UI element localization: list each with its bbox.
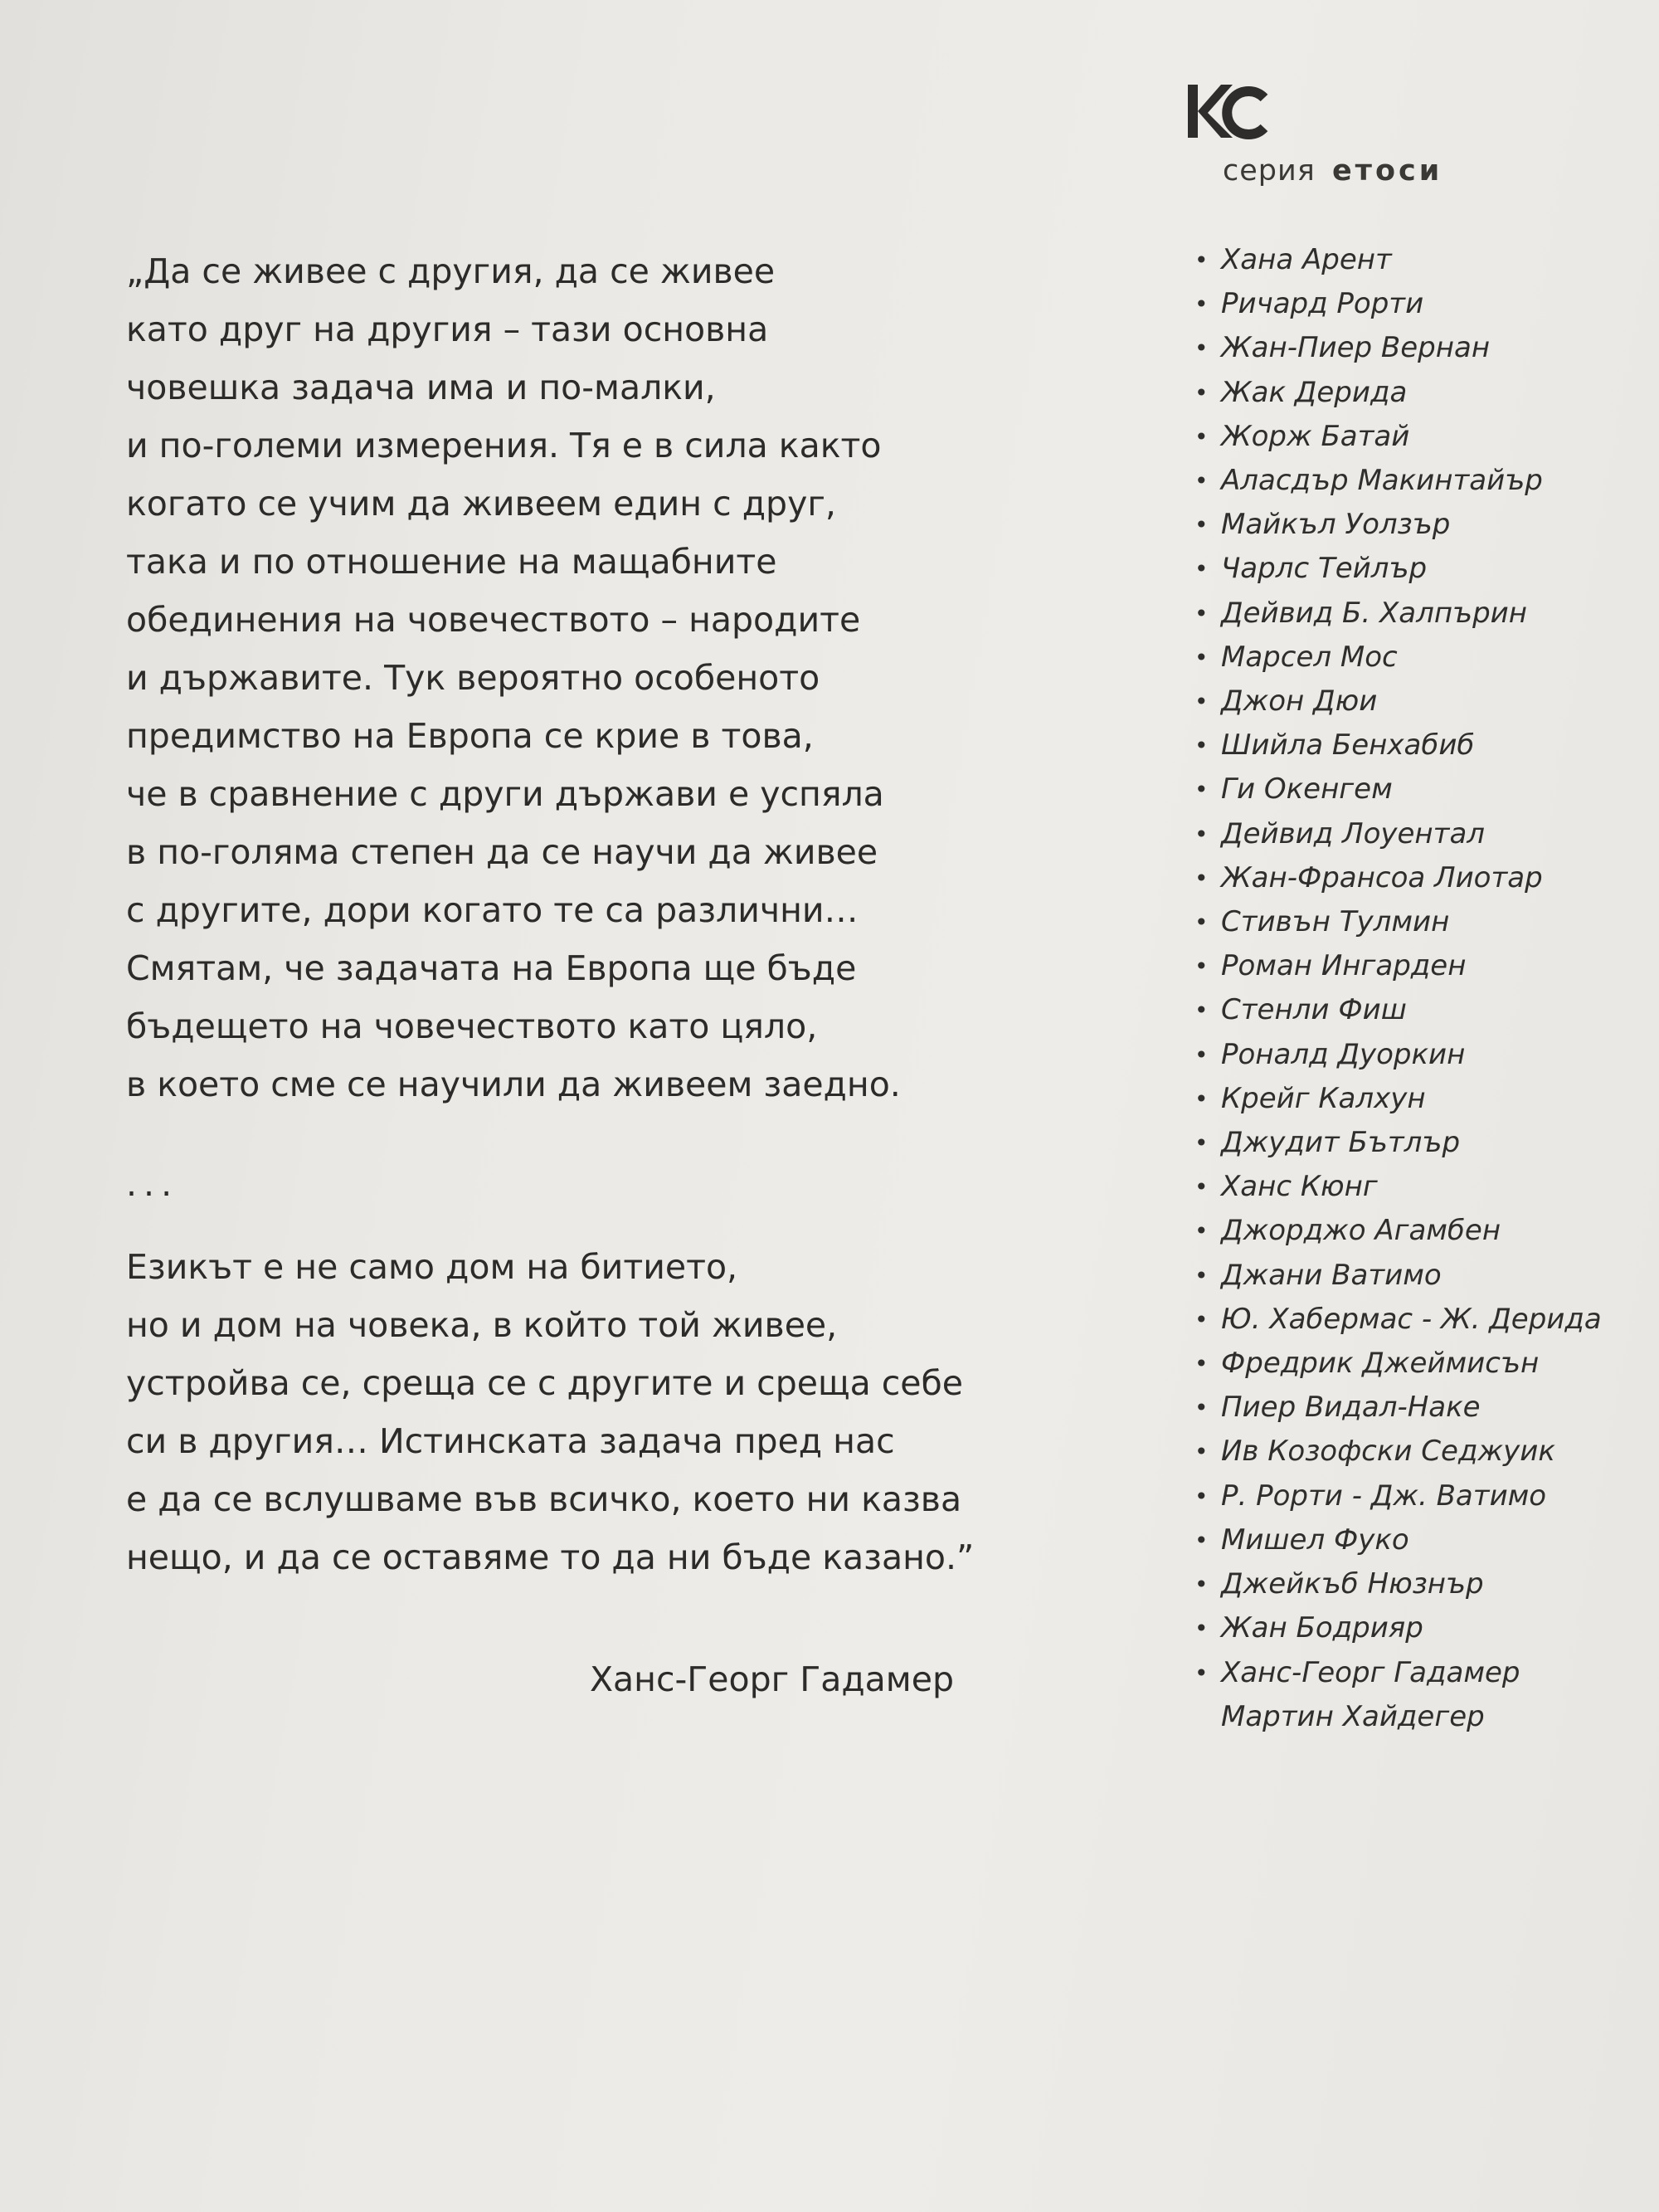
series-book-item bbox=[1191, 636, 1623, 680]
series-book-title: Дейвид Лоуентал bbox=[1221, 816, 1486, 850]
series-book-title: Жан-Пиер Вернан bbox=[1221, 331, 1491, 365]
bullet-icon: • bbox=[1194, 290, 1209, 319]
series-book-item bbox=[1191, 1474, 1623, 1518]
series-book-title: Ханс Кюнг bbox=[1221, 1170, 1378, 1204]
series-book-item bbox=[1191, 1518, 1623, 1562]
bullet-icon: • bbox=[1194, 909, 1209, 937]
series-book-item bbox=[1191, 238, 1623, 282]
quote-line: така и по отношение на мащабните bbox=[126, 542, 777, 582]
series-book-item bbox=[1191, 988, 1623, 1032]
series-book-title: Мартин Хайдегер bbox=[1221, 1699, 1485, 1733]
series-book-item bbox=[1191, 326, 1623, 370]
series-book-item bbox=[1191, 724, 1623, 767]
series-book-item bbox=[1191, 415, 1623, 459]
series-book-title: Роналд Дуоркин bbox=[1221, 1037, 1466, 1071]
series-book-title: Ю. Хабермас - Ж. Дерида bbox=[1221, 1302, 1602, 1336]
bullet-icon: • bbox=[1194, 776, 1209, 804]
series-book-title: Майкъл Уолзър bbox=[1221, 508, 1451, 542]
series-book-item bbox=[1191, 856, 1623, 900]
quote-line: с другите, дори когато те са различни… bbox=[126, 890, 859, 930]
bullet-icon: • bbox=[1194, 1482, 1209, 1510]
bullet-icon: • bbox=[1194, 1261, 1209, 1289]
bullet-icon: • bbox=[1194, 246, 1209, 274]
bullet-icon: • bbox=[1194, 820, 1209, 848]
series-book-item bbox=[1191, 459, 1623, 503]
series-book-item bbox=[1191, 1430, 1623, 1474]
series-book-title: Джорджо Агамбен bbox=[1221, 1214, 1501, 1248]
quote-line: и по-големи измерения. Тя е в сила както bbox=[126, 426, 882, 465]
quote-line: че в сравнение с други държави е успяла bbox=[126, 774, 884, 814]
series-label bbox=[1223, 154, 1443, 188]
bullet-icon: • bbox=[1194, 378, 1209, 407]
bullet-icon: • bbox=[1194, 953, 1209, 981]
series-book-title: Чарлс Тейлър bbox=[1221, 552, 1428, 586]
series-book-title: Ив Козофски Седжуик bbox=[1221, 1435, 1555, 1469]
quote-line: обединения на човечеството – народите bbox=[126, 600, 861, 640]
quote-line: човешка задача има и по-малки, bbox=[126, 368, 716, 407]
series-book-item bbox=[1191, 1121, 1623, 1165]
quote-line: като друг на другия – тази основна bbox=[126, 309, 769, 349]
quote-line: бъдещето на човечеството като цяло, bbox=[126, 1006, 818, 1046]
series-name: етоси bbox=[1331, 154, 1443, 188]
series-book-item bbox=[1191, 1165, 1623, 1209]
bullet-icon: • bbox=[1194, 599, 1209, 627]
bullet-icon: • bbox=[1194, 422, 1209, 451]
series-book-title: Хана Арент bbox=[1221, 243, 1392, 276]
series-book-title: Пиер Видал-Наке bbox=[1221, 1391, 1481, 1425]
series-book-title: Крейг Калхун bbox=[1221, 1081, 1426, 1115]
quote-line: „Да се живее с другия, да се живее bbox=[126, 251, 776, 291]
quote-author: Ханс-Георг Гадамер bbox=[589, 1659, 954, 1699]
quote-line: но и дом на човека, в който той живее, bbox=[126, 1305, 838, 1345]
series-book-title: Джейкъб Нюзнър bbox=[1221, 1567, 1484, 1601]
series-book-item bbox=[1191, 592, 1623, 636]
bullet-icon: • bbox=[1194, 864, 1209, 892]
quote-line: в по-голяма степен да се научи да живее bbox=[126, 832, 878, 872]
publisher-logo bbox=[1185, 80, 1276, 146]
bullet-icon: • bbox=[1194, 1615, 1209, 1643]
series-book-title: Стенли Фиш bbox=[1221, 993, 1407, 1027]
bullet-icon: • bbox=[1194, 1040, 1209, 1069]
series-book-title: Джон Дюи bbox=[1221, 685, 1378, 719]
quote-separator: ... bbox=[126, 1164, 179, 1204]
bullet-icon: • bbox=[1194, 1350, 1209, 1378]
series-book-title: Жан-Франсоа Лиотар bbox=[1221, 860, 1543, 894]
series-book-item bbox=[1191, 1342, 1623, 1386]
bullet-icon: • bbox=[1194, 643, 1209, 671]
series-book-item bbox=[1191, 1254, 1623, 1298]
quote-line: си в другия… Истинската задача пред нас bbox=[126, 1421, 895, 1461]
quote-line: Смятам, че задачата на Европа ще бъде bbox=[126, 948, 857, 988]
bullet-icon: • bbox=[1194, 1173, 1209, 1201]
series-book-title: Джудит Бътлър bbox=[1221, 1126, 1461, 1160]
bullet-icon: • bbox=[1194, 334, 1209, 363]
series-book-item bbox=[1191, 1077, 1623, 1121]
series-book-title: Ги Окенгем bbox=[1221, 772, 1393, 806]
series-book-item bbox=[1191, 1651, 1623, 1695]
series-book-title: Р. Рорти - Дж. Ватимо bbox=[1221, 1479, 1547, 1513]
series-book-item bbox=[1191, 680, 1623, 724]
series-book-item bbox=[1191, 1298, 1623, 1342]
series-book-item bbox=[1191, 767, 1623, 811]
series-book-item bbox=[1191, 1209, 1623, 1253]
bullet-icon: • bbox=[1194, 1084, 1209, 1113]
series-prefix: серия bbox=[1223, 154, 1316, 188]
series-book-item bbox=[1191, 1562, 1623, 1606]
series-book-item bbox=[1191, 900, 1623, 944]
bullet-icon: • bbox=[1194, 1217, 1209, 1245]
series-book-title: Фредрик Джеймисън bbox=[1221, 1347, 1540, 1381]
bullet-icon: • bbox=[1194, 1659, 1209, 1687]
quote-line: нещо, и да се оставяме то да ни бъде казано.” bbox=[126, 1537, 975, 1577]
bullet-icon: • bbox=[1194, 1438, 1209, 1466]
quote-line: когато се учим да живеем един с друг, bbox=[126, 484, 836, 524]
series-book-item bbox=[1191, 944, 1623, 988]
series-book-title: Марсел Мос bbox=[1221, 640, 1398, 674]
series-book-item bbox=[1191, 1606, 1623, 1650]
series-book-title: Ханс-Георг Гадамер bbox=[1221, 1655, 1520, 1689]
series-book-item bbox=[1191, 282, 1623, 326]
bullet-icon: • bbox=[1194, 1571, 1209, 1599]
series-book-item bbox=[1191, 1695, 1623, 1739]
series-book-title: Джани Ватимо bbox=[1221, 1258, 1442, 1292]
bullet-icon: • bbox=[1194, 555, 1209, 583]
bullet-icon: • bbox=[1194, 996, 1209, 1025]
bullet-icon: • bbox=[1194, 688, 1209, 716]
quote-line: предимство на Европа се крие в това, bbox=[126, 716, 814, 756]
series-book-title: Жак Дерида bbox=[1221, 375, 1408, 409]
bullet-icon: • bbox=[1194, 467, 1209, 495]
quote-line: в което сме се научили да живеем заедно. bbox=[126, 1065, 901, 1104]
series-book-title: Жан Бодрияр bbox=[1221, 1611, 1423, 1645]
series-book-item bbox=[1191, 371, 1623, 415]
quote-line: е да се вслушваме във всичко, което ни казва bbox=[126, 1479, 962, 1519]
series-book-title: Стивън Тулмин bbox=[1221, 905, 1450, 939]
bullet-icon: • bbox=[1194, 732, 1209, 760]
series-book-item bbox=[1191, 547, 1623, 591]
series-book-title: Ричард Рорти bbox=[1221, 287, 1424, 321]
series-book-title: Роман Ингарден bbox=[1221, 949, 1467, 983]
bullet-icon: • bbox=[1194, 1129, 1209, 1157]
series-book-item bbox=[1191, 503, 1623, 547]
quote-line: Езикът е не само дом на битието, bbox=[126, 1247, 738, 1287]
quote-block bbox=[126, 242, 975, 1586]
series-book-title: Аласдър Макинтайър bbox=[1221, 464, 1543, 498]
quote-line: устройва се, среща се с другите и среща себе bbox=[126, 1363, 964, 1403]
bullet-icon: • bbox=[1194, 1394, 1209, 1422]
series-book-title: Жорж Батай bbox=[1221, 419, 1410, 453]
bullet-icon: • bbox=[1194, 1526, 1209, 1554]
quote-line: и държавите. Тук вероятно особеното bbox=[126, 658, 820, 698]
series-book-list bbox=[1191, 238, 1623, 1739]
series-book-title: Мишел Фуко bbox=[1221, 1523, 1409, 1557]
bullet-icon: • bbox=[1194, 1305, 1209, 1333]
bullet-icon: • bbox=[1194, 511, 1209, 539]
series-book-item bbox=[1191, 812, 1623, 856]
series-book-title: Шийла Бенхабиб bbox=[1221, 728, 1475, 763]
series-book-item bbox=[1191, 1033, 1623, 1077]
series-book-item bbox=[1191, 1386, 1623, 1430]
series-book-title: Дейвид Б. Халпърин bbox=[1221, 596, 1527, 630]
